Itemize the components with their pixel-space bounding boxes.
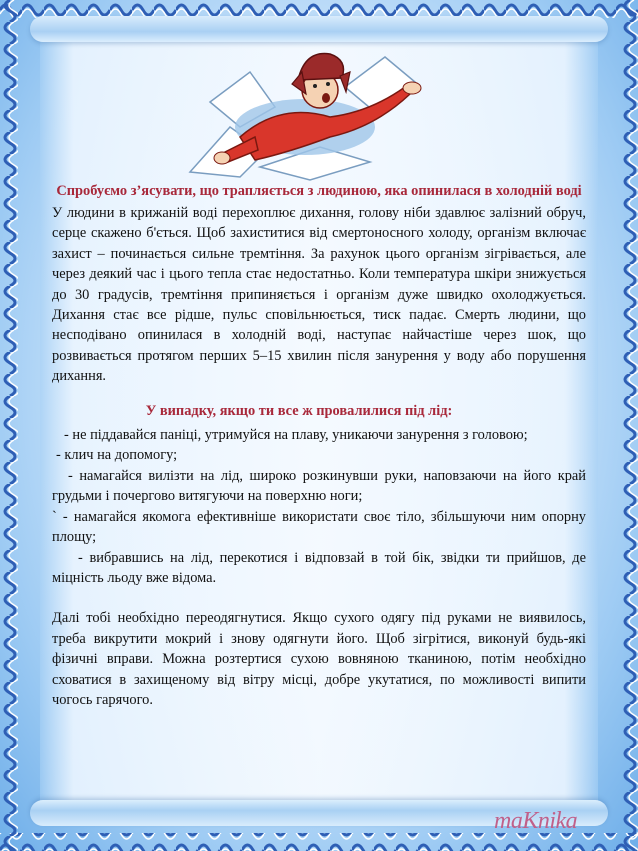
advice-item: - намагайся вилізти на лід, широко розкинувши руки, наповзаючи на його край грудьми і почергово витягуючи на поверхню ноги; — [52, 467, 586, 505]
advice-heading: У випадку, якщо ти все ж провалилися під лід: — [145, 402, 453, 419]
advice-item: ` - намагайся якомога ефективніше використати своє тіло, збільшуючи ним опорну площу; — [52, 508, 586, 546]
advice-item: - не піддавайся паніці, утримуйся на плаву, уникаючи занурення з головою; — [64, 427, 528, 444]
child-fallen-through-ice-illustration — [170, 32, 440, 182]
advice-item: - вибравшись на лід, перекотися і відповзай в той бік, звідки ти прийшов, де міцність льоду вже відома. — [52, 549, 586, 586]
article-body — [52, 182, 586, 725]
advice-item: - клич на допомогу; — [56, 447, 178, 464]
final-paragraph: Далі тобі необхідно переодягнутися. Якщо сухого одягу під руками не виявилось, треба викрутити мокрий і знову одягнути його. Щоб зігрітися, виконуй будь-які фізичні вправи. Можна розтертися сухою вовняною тканиною, потім необхідно сховатися в захищеному від вітру місці, добре укутатися, по можливості випити чогось гарячого. — [52, 610, 586, 708]
author-signature: maKnika — [494, 808, 578, 834]
intro-paragraph: У людини в крижаній воді перехоплює дихання, голову ніби здавлює залізний обруч, серце скажено б'ється. Щоб захиститися від смертоносного холоду, організм включає захист – починається сильне тремтіння. За рахунок цього організм зігрівається, але через деякий час і цього тепла стає недостатньо. Коли температура шкіри знижується до 30 градусів, тремтіння припиняється і організм дуже швидко охолоджується. Дихання стає все рідше, пульс сповільнюється, тиск падає. Смерть людини, що несподівано опинилася в холодній воді, наступає найчастіше через шок, що розвивається протягом перших 5–15 хвилин після занурення у воду або порушення дихання. — [52, 205, 586, 385]
article-title: Спробуємо з’ясувати, що трапляється з людиною, яка опинилася в холодній воді — [56, 183, 582, 199]
